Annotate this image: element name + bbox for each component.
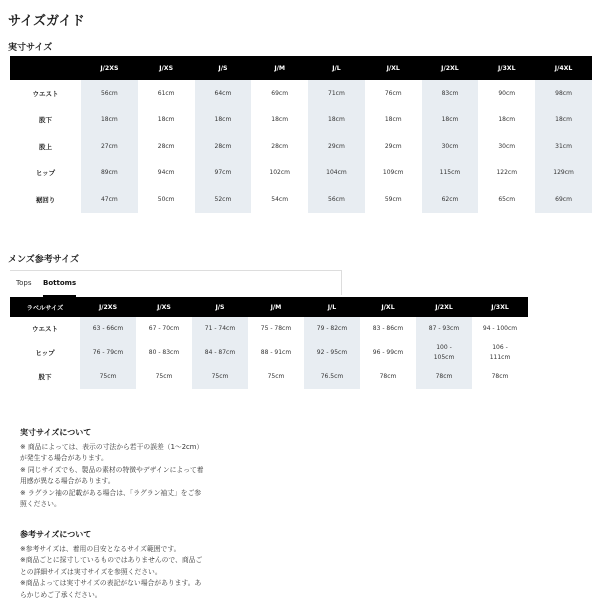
mens-bottoms-table (10, 297, 528, 389)
note-line: との詳細サイズは実寸サイズを参照ください。 (20, 567, 162, 576)
table-cell: 56cm (81, 80, 138, 107)
table-cell: 29cm (308, 133, 365, 160)
table-cell: 18cm (422, 107, 479, 134)
table-cell: 28cm (157, 142, 175, 150)
note-line: 照ください。 (20, 500, 61, 508)
table-row (10, 365, 528, 389)
table-row (10, 80, 592, 107)
table-cell: 63 - 66cm (80, 317, 136, 341)
column-header: J/3XL (478, 56, 535, 80)
table-cell: 80 - 83cm (148, 349, 180, 356)
notes-lines (20, 544, 250, 602)
table-cell: 52cm (195, 186, 252, 213)
table-cell: 92 - 95cm (304, 341, 360, 365)
table-cell: 78cm (491, 373, 509, 380)
table-row (10, 160, 592, 187)
table-cell: 29cm (384, 142, 402, 150)
mens-size-heading: メンズ参考サイズ (8, 255, 80, 265)
table-cell: 56cm (308, 186, 365, 213)
table-header-row (10, 297, 528, 317)
reference-size-notes (20, 529, 250, 601)
table-cell: 129cm (535, 160, 592, 187)
table-cell: 18cm (157, 116, 175, 124)
table-cell: 65cm (498, 195, 516, 203)
table-cell: 78cm (416, 365, 472, 389)
table-cell: 98cm (535, 80, 592, 107)
column-header: J/L (304, 297, 360, 317)
table-cell: 28cm (195, 133, 252, 160)
table-row (10, 341, 528, 365)
table-cell: 109cm (382, 169, 404, 177)
table-cell: 76.5cm (304, 365, 360, 389)
column-header: J/M (251, 56, 308, 80)
note-line: 用感が異なる場合があります。 (20, 477, 115, 485)
table-cell: 94cm (157, 169, 175, 177)
table-cell: 69cm (535, 186, 592, 213)
column-header: J/S (195, 56, 252, 80)
table-cell: 122cm (496, 169, 518, 177)
note-line: ※ 同じサイズでも、製品の素材の特徴やデザインによって着 (20, 465, 204, 474)
table-cell: 75cm (267, 373, 285, 380)
table-cell: 96 - 99cm (372, 349, 404, 356)
table-cell: 100 - 105cm (416, 341, 472, 365)
note-line: が発生する場合があります。 (20, 454, 108, 462)
table-cell: 75cm (80, 365, 136, 389)
row-label: 股下 (38, 373, 52, 381)
size-tabs (10, 270, 342, 295)
table-cell: 76cm (384, 89, 402, 97)
note-line: ※商品ごとに採寸しているものではありませんので、商品ご (20, 556, 203, 564)
table-row (10, 317, 528, 341)
note-line: らかじめご了承ください。 (20, 590, 102, 599)
table-cell: 18cm (81, 107, 138, 134)
column-header: J/M (248, 297, 304, 317)
table-cell: 90cm (498, 89, 516, 97)
page-title: サイズガイド (8, 14, 85, 29)
table-cell: 62cm (422, 186, 479, 213)
table-cell: 18cm (498, 116, 516, 124)
row-label: ヒップ (35, 169, 56, 178)
actual-size-notes (20, 427, 250, 511)
column-header: J/4XL (535, 56, 592, 80)
table-cell: 18cm (384, 116, 402, 124)
table-cell: 102cm (269, 169, 290, 177)
row-label: 股下 (39, 116, 52, 125)
table-cell: 83cm (422, 80, 479, 107)
table-cell: 30cm (498, 142, 516, 150)
table-cell: 18cm (271, 116, 289, 124)
table-cell: 106 - 111cm (489, 344, 511, 361)
table-cell: 75cm (155, 373, 173, 380)
column-header: J/XL (365, 56, 422, 80)
table-cell: 50cm (157, 195, 175, 203)
table-cell: 75cm (192, 365, 248, 389)
column-header: J/2XS (80, 297, 136, 317)
corner-cell (10, 56, 81, 80)
column-header: J/2XL (416, 297, 472, 317)
column-header: J/2XS (81, 56, 138, 80)
table-cell: 75 - 78cm (260, 325, 292, 332)
column-header: J/L (308, 56, 365, 80)
table-cell: 61cm (157, 89, 175, 97)
notes-heading: 参考サイズについて (20, 530, 92, 539)
table-cell: 104cm (308, 160, 365, 187)
table-row (10, 107, 592, 134)
table-cell: 67 - 70cm (148, 325, 180, 332)
table-cell: 71cm (308, 80, 365, 107)
table-cell: 88 - 91cm (260, 349, 292, 356)
table-cell: 78cm (379, 373, 397, 380)
table-cell: 59cm (384, 195, 402, 203)
tab-tops[interactable]: Tops (16, 279, 32, 287)
table-cell: 87 - 93cm (416, 317, 472, 341)
table-row (10, 186, 592, 213)
table-cell: 115cm (422, 160, 479, 187)
table-cell: 18cm (535, 107, 592, 134)
note-line: ※参考サイズは、着用の目安となるサイズ範囲です。 (20, 544, 181, 553)
table-cell: 28cm (271, 142, 289, 150)
column-header: J/2XL (422, 56, 479, 80)
table-cell: 54cm (271, 195, 289, 203)
actual-size-heading: 実寸サイズ (8, 43, 53, 53)
actual-size-table (10, 56, 592, 213)
table-cell: 69cm (271, 89, 289, 97)
note-line: ※ ラグラン袖の記載がある場合は、「ラグラン袖丈」をご参 (20, 488, 202, 497)
column-header: J/XS (138, 56, 195, 80)
table-cell: 84 - 87cm (192, 341, 248, 365)
table-cell: 83 - 86cm (372, 325, 404, 332)
column-header: J/XL (360, 297, 416, 317)
table-cell: 18cm (308, 107, 365, 134)
row-label: ヒップ (35, 349, 55, 357)
table-cell: 79 - 82cm (304, 317, 360, 341)
table-row (10, 133, 592, 160)
table-cell: 71 - 74cm (192, 317, 248, 341)
table-cell: 76 - 79cm (80, 341, 136, 365)
row-label: 裾回り (35, 195, 56, 204)
table-header-row (10, 56, 592, 80)
table-cell: 30cm (422, 133, 479, 160)
notes-lines (20, 442, 250, 511)
table-cell: 89cm (81, 160, 138, 187)
tab-bottoms[interactable]: Bottoms (43, 271, 76, 297)
row-label: ウエスト (32, 89, 59, 98)
column-header: J/XS (136, 297, 192, 317)
table-cell: 31cm (535, 133, 592, 160)
note-line: ※商品よっては実寸サイズの表記がない場合があります。あ (20, 579, 202, 587)
table-cell: 47cm (81, 186, 138, 213)
table-cell: 27cm (81, 133, 138, 160)
table-cell: 18cm (195, 107, 252, 134)
label-size-header: ラベルサイズ (10, 297, 80, 317)
row-label: ウエスト (32, 325, 58, 333)
column-header: J/S (192, 297, 248, 317)
row-label: 股上 (39, 142, 52, 151)
table-cell: 64cm (195, 80, 252, 107)
table-cell: 94 - 100cm (482, 325, 518, 332)
column-header: J/3XL (472, 297, 528, 317)
notes-heading: 実寸サイズについて (20, 428, 92, 437)
note-line: ※ 商品によっては、表示の寸法から若干の誤差（1〜2cm） (20, 442, 204, 451)
table-cell: 97cm (195, 160, 252, 187)
